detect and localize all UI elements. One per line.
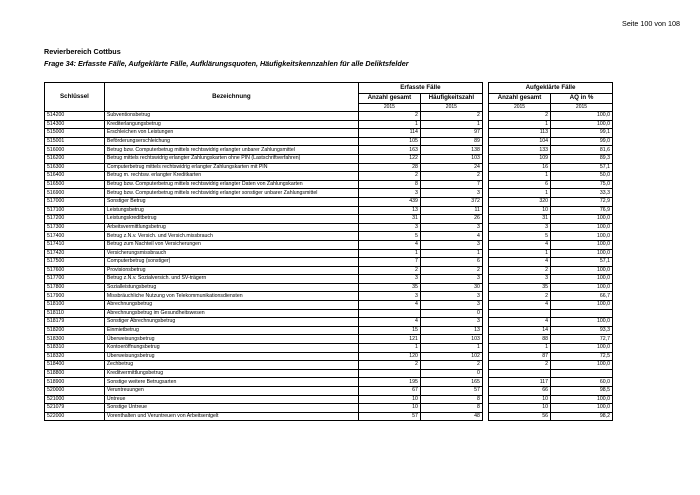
- cell-solved: 2: [489, 112, 551, 121]
- cell-rate: 100,0: [550, 120, 612, 129]
- table-row: [45, 387, 613, 396]
- table-row: [45, 326, 613, 335]
- cell-count: 2: [358, 266, 420, 275]
- cell-solved: 104: [489, 137, 551, 146]
- cell-rate: 100,0: [550, 344, 612, 353]
- cell-description: Überweisungsbetrug: [104, 335, 358, 344]
- cell-description: Kreditvermittlungsbetrug: [104, 369, 358, 378]
- cell-count: [358, 369, 420, 378]
- cell-key: 517700: [45, 275, 105, 284]
- cell-key: 517200: [45, 215, 105, 224]
- table-row: [45, 309, 613, 318]
- table-row: [45, 189, 613, 198]
- cell-count: 195: [358, 378, 420, 387]
- cell-key: 518320: [45, 352, 105, 361]
- cell-rate: 100,0: [550, 283, 612, 292]
- table-row: [45, 266, 613, 275]
- cell-count: 120: [358, 352, 420, 361]
- cell-description: Leistungskreditbetrug: [104, 215, 358, 224]
- cell-rate: 89,3: [550, 154, 612, 163]
- cell-count: 1: [358, 249, 420, 258]
- cell-rate: 57,1: [550, 163, 612, 172]
- region-heading: Revierbereich Cottbus: [44, 47, 121, 56]
- cell-key: 518800: [45, 369, 105, 378]
- cell-rate: 57,1: [550, 258, 612, 267]
- cell-frequency: 2: [420, 172, 482, 181]
- cell-count: 105: [358, 137, 420, 146]
- cell-key: 517500: [45, 258, 105, 267]
- cell-key: 518300: [45, 335, 105, 344]
- table-row: [45, 180, 613, 189]
- cell-rate: [550, 309, 612, 318]
- cell-frequency: 6: [420, 258, 482, 267]
- header-solved-cases: Aufgeklärte Fälle: [489, 83, 613, 94]
- cell-key: 518400: [45, 361, 105, 370]
- header-solved-total: Anzahl gesamt: [489, 94, 551, 104]
- cell-solved: 6: [489, 180, 551, 189]
- cell-frequency: 3: [420, 292, 482, 301]
- table-row: [45, 292, 613, 301]
- cell-rate: 100,0: [550, 223, 612, 232]
- table-row: [45, 378, 613, 387]
- cell-count: 114: [358, 129, 420, 138]
- cell-key: 514200: [45, 112, 105, 121]
- cell-solved: 4: [489, 301, 551, 310]
- cell-description: Missbräuchliche Nutzung von Telekommunikationsdiensten: [104, 292, 358, 301]
- cell-count: 7: [358, 258, 420, 267]
- cell-frequency: 3: [420, 301, 482, 310]
- cell-solved: 87: [489, 352, 551, 361]
- cell-frequency: 103: [420, 335, 482, 344]
- cell-solved: 109: [489, 154, 551, 163]
- cell-key: 517800: [45, 283, 105, 292]
- statistics-table: [44, 82, 613, 421]
- table-row: [45, 283, 613, 292]
- cell-description: Versicherungsmissbrauch: [104, 249, 358, 258]
- cell-frequency: 0: [420, 369, 482, 378]
- cell-solved: 320: [489, 197, 551, 206]
- cell-frequency: 3: [420, 223, 482, 232]
- table-row: [45, 369, 613, 378]
- cell-key: 516300: [45, 163, 105, 172]
- cell-rate: 100,0: [550, 232, 612, 241]
- table-row: [45, 112, 613, 121]
- cell-rate: 100,0: [550, 249, 612, 258]
- cell-description: Betrug z.N.v. Versich. und Versich.missbrauch: [104, 232, 358, 241]
- cell-count: 2: [358, 172, 420, 181]
- cell-description: Computerbetrug (sonstiger): [104, 258, 358, 267]
- cell-description: Betrug m. rechtsw. erlangter Kreditkarten: [104, 172, 358, 181]
- cell-description: Subventionsbetrug: [104, 112, 358, 121]
- cell-count: 67: [358, 387, 420, 396]
- cell-key: 516400: [45, 172, 105, 181]
- cell-description: Sonstiger Betrug: [104, 197, 358, 206]
- cell-rate: 72,9: [550, 197, 612, 206]
- cell-solved: 10: [489, 404, 551, 413]
- cell-solved: 4: [489, 318, 551, 327]
- cell-description: Computerbetrug mittels rechtswidrig erlangter Zahlungskarten mit PIN: [104, 163, 358, 172]
- cell-key: 517600: [45, 266, 105, 275]
- table-row: [45, 163, 613, 172]
- cell-solved: 2: [489, 266, 551, 275]
- cell-rate: 50,0: [550, 172, 612, 181]
- cell-count: 35: [358, 283, 420, 292]
- cell-count: 3: [358, 292, 420, 301]
- cell-count: 10: [358, 395, 420, 404]
- cell-rate: 75,0: [550, 180, 612, 189]
- cell-key: 521079: [45, 404, 105, 413]
- cell-count: 3: [358, 223, 420, 232]
- cell-key: 518100: [45, 301, 105, 310]
- cell-frequency: 57: [420, 387, 482, 396]
- cell-rate: 76,9: [550, 206, 612, 215]
- table-row: [45, 344, 613, 353]
- cell-rate: [550, 369, 612, 378]
- cell-count: 2: [358, 112, 420, 121]
- cell-solved: 16: [489, 163, 551, 172]
- cell-frequency: 7: [420, 180, 482, 189]
- question-heading: Frage 34: Erfasste Fälle, Aufgeklärte Fälle, Aufklärungsquoten, Häufigkeitskennzahlen für alle Deliktsfelder: [44, 59, 409, 68]
- cell-solved: 133: [489, 146, 551, 155]
- cell-description: Abrechnungsbetrug im Gesundheitswesen: [104, 309, 358, 318]
- cell-rate: 100,0: [550, 318, 612, 327]
- cell-description: Betrug bzw. Computerbetrug mittels rechtswidrig erlangter sonstiger unbarer Zahlungsmittel: [104, 189, 358, 198]
- cell-rate: 99,1: [550, 129, 612, 138]
- cell-description: Betrug mittels rechtswidrig erlangter Zahlungskarten ohne PIN (Lastschriftverfahren): [104, 154, 358, 163]
- cell-count: 439: [358, 197, 420, 206]
- cell-count: 121: [358, 335, 420, 344]
- cell-rate: 93,3: [550, 326, 612, 335]
- table-row: [45, 352, 613, 361]
- cell-solved: 10: [489, 206, 551, 215]
- cell-key: 522000: [45, 412, 105, 421]
- table-row: [45, 223, 613, 232]
- cell-frequency: 372: [420, 197, 482, 206]
- header-year: 2015: [358, 104, 420, 112]
- cell-count: 2: [358, 361, 420, 370]
- cell-description: Einmietbetrug: [104, 326, 358, 335]
- cell-key: 517420: [45, 249, 105, 258]
- cell-key: 518900: [45, 378, 105, 387]
- table-row: [45, 197, 613, 206]
- cell-frequency: 8: [420, 395, 482, 404]
- table-row: [45, 249, 613, 258]
- cell-frequency: 13: [420, 326, 482, 335]
- cell-rate: 100,0: [550, 266, 612, 275]
- table-row: [45, 154, 613, 163]
- cell-key: 517000: [45, 197, 105, 206]
- cell-key: 516900: [45, 189, 105, 198]
- table-row: [45, 275, 613, 284]
- cell-solved: 1: [489, 249, 551, 258]
- cell-key: 515001: [45, 137, 105, 146]
- cell-frequency: 97: [420, 129, 482, 138]
- cell-solved: 1: [489, 120, 551, 129]
- cell-solved: [489, 309, 551, 318]
- table-row: [45, 232, 613, 241]
- cell-rate: 100,0: [550, 240, 612, 249]
- cell-rate: 100,0: [550, 404, 612, 413]
- table-row: [45, 137, 613, 146]
- cell-description: Arbeitsvermittlungsbetrug: [104, 223, 358, 232]
- cell-description: Sonstige weitere Betrugsarten: [104, 378, 358, 387]
- header-year: 2015: [489, 104, 551, 112]
- cell-description: Abrechnungsbetrug: [104, 301, 358, 310]
- cell-solved: 56: [489, 412, 551, 421]
- cell-description: Veruntreuungen: [104, 387, 358, 396]
- cell-count: 4: [358, 318, 420, 327]
- cell-description: Zechbetrug: [104, 361, 358, 370]
- header-year: 2015: [550, 104, 612, 112]
- table-row: [45, 146, 613, 155]
- cell-frequency: 2: [420, 112, 482, 121]
- cell-frequency: 3: [420, 275, 482, 284]
- cell-description: Provisionsbetrug: [104, 266, 358, 275]
- table-row: [45, 404, 613, 413]
- cell-frequency: 3: [420, 189, 482, 198]
- cell-description: Sozialleistungsbetrug: [104, 283, 358, 292]
- cell-key: 515000: [45, 129, 105, 138]
- cell-key: 514300: [45, 120, 105, 129]
- cell-solved: 1: [489, 172, 551, 181]
- table-row: [45, 258, 613, 267]
- header-year: 2015: [420, 104, 482, 112]
- cell-frequency: 24: [420, 163, 482, 172]
- cell-description: Beförderungserschleichung: [104, 137, 358, 146]
- cell-count: 10: [358, 404, 420, 413]
- cell-count: 15: [358, 326, 420, 335]
- cell-rate: 100,0: [550, 275, 612, 284]
- cell-solved: [489, 369, 551, 378]
- cell-frequency: 11: [420, 206, 482, 215]
- cell-rate: 98,2: [550, 412, 612, 421]
- cell-key: 517300: [45, 223, 105, 232]
- cell-solved: 66: [489, 387, 551, 396]
- cell-key: 517410: [45, 240, 105, 249]
- table-row: [45, 215, 613, 224]
- table-row: [45, 240, 613, 249]
- cell-count: 31: [358, 215, 420, 224]
- table-row: [45, 129, 613, 138]
- cell-count: 13: [358, 206, 420, 215]
- cell-description: Betrug z.N.v. Sozialversich. und SV-trägern: [104, 275, 358, 284]
- cell-rate: 100,0: [550, 395, 612, 404]
- table-row: [45, 301, 613, 310]
- cell-key: 516200: [45, 154, 105, 163]
- table-row: [45, 120, 613, 129]
- cell-frequency: 8: [420, 404, 482, 413]
- cell-description: Sonstige Untreue: [104, 404, 358, 413]
- cell-frequency: 0: [420, 309, 482, 318]
- cell-key: 518310: [45, 344, 105, 353]
- cell-description: Betrug zum Nachteil von Versicherungen: [104, 240, 358, 249]
- cell-solved: 5: [489, 232, 551, 241]
- table-row: [45, 172, 613, 181]
- table-row: [45, 412, 613, 421]
- cell-description: Betrug bzw. Computerbetrug mittels rechtswidrig erlangter unbarer Zahlungsmittel: [104, 146, 358, 155]
- cell-frequency: 165: [420, 378, 482, 387]
- cell-description: Überweisungsbetrug: [104, 352, 358, 361]
- cell-frequency: 4: [420, 232, 482, 241]
- cell-rate: 33,3: [550, 189, 612, 198]
- header-key: Schlüssel: [45, 83, 105, 112]
- cell-rate: 99,0: [550, 137, 612, 146]
- cell-frequency: 30: [420, 283, 482, 292]
- cell-solved: 2: [489, 292, 551, 301]
- cell-count: 122: [358, 154, 420, 163]
- cell-rate: 98,5: [550, 387, 612, 396]
- cell-count: 28: [358, 163, 420, 172]
- cell-solved: 14: [489, 326, 551, 335]
- cell-solved: 4: [489, 240, 551, 249]
- cell-frequency: 1: [420, 344, 482, 353]
- cell-description: Betrug bzw. Computerbetrug mittels rechtswidrig erlangter Daten von Zahlungskarten: [104, 180, 358, 189]
- cell-count: 1: [358, 344, 420, 353]
- cell-key: 517100: [45, 206, 105, 215]
- cell-description: Krediterlangungsbetrug: [104, 120, 358, 129]
- header-description: Bezeichnung: [104, 83, 358, 112]
- cell-count: 5: [358, 232, 420, 241]
- cell-rate: 72,7: [550, 335, 612, 344]
- cell-frequency: 48: [420, 412, 482, 421]
- cell-count: 4: [358, 301, 420, 310]
- table-row: [45, 335, 613, 344]
- cell-rate: 66,7: [550, 292, 612, 301]
- cell-key: 518179: [45, 318, 105, 327]
- cell-rate: 81,6: [550, 146, 612, 155]
- table-row: [45, 206, 613, 215]
- cell-description: Kontoeröffnungsbetrug: [104, 344, 358, 353]
- header-count-total: Anzahl gesamt: [358, 94, 420, 104]
- cell-rate: 60,0: [550, 378, 612, 387]
- cell-count: 3: [358, 275, 420, 284]
- cell-frequency: 2: [420, 266, 482, 275]
- cell-description: Untreue: [104, 395, 358, 404]
- cell-key: 517900: [45, 292, 105, 301]
- cell-key: 516500: [45, 180, 105, 189]
- cell-count: [358, 309, 420, 318]
- cell-frequency: 103: [420, 154, 482, 163]
- cell-frequency: 2: [420, 361, 482, 370]
- cell-frequency: 138: [420, 146, 482, 155]
- cell-solved: 1: [489, 189, 551, 198]
- header-recorded-cases: Erfasste Fälle: [358, 83, 482, 94]
- cell-rate: 100,0: [550, 301, 612, 310]
- cell-key: 517400: [45, 232, 105, 241]
- cell-count: 8: [358, 180, 420, 189]
- cell-key: 518200: [45, 326, 105, 335]
- table-body: [45, 112, 613, 421]
- cell-description: Erschleichen von Leistungen: [104, 129, 358, 138]
- cell-count: 1: [358, 120, 420, 129]
- cell-frequency: 1: [420, 249, 482, 258]
- cell-key: 520000: [45, 387, 105, 396]
- cell-frequency: 89: [420, 137, 482, 146]
- cell-frequency: 26: [420, 215, 482, 224]
- table-row: [45, 395, 613, 404]
- cell-solved: 88: [489, 335, 551, 344]
- cell-description: Leistungsbetrug: [104, 206, 358, 215]
- cell-solved: 117: [489, 378, 551, 387]
- cell-solved: 2: [489, 361, 551, 370]
- cell-solved: 4: [489, 258, 551, 267]
- cell-solved: 35: [489, 283, 551, 292]
- cell-solved: 1: [489, 344, 551, 353]
- cell-count: 163: [358, 146, 420, 155]
- cell-frequency: 102: [420, 352, 482, 361]
- cell-key: 518110: [45, 309, 105, 318]
- cell-description: Vorenthalten und Veruntreuen von Arbeitsentgelt: [104, 412, 358, 421]
- page-number: Seite 100 von 108: [622, 19, 680, 28]
- cell-rate: 100,0: [550, 215, 612, 224]
- table-row: [45, 361, 613, 370]
- cell-frequency: 1: [420, 120, 482, 129]
- cell-solved: 3: [489, 275, 551, 284]
- cell-solved: 113: [489, 129, 551, 138]
- cell-frequency: 3: [420, 318, 482, 327]
- cell-count: 4: [358, 240, 420, 249]
- cell-solved: 10: [489, 395, 551, 404]
- cell-key: 521000: [45, 395, 105, 404]
- cell-count: 57: [358, 412, 420, 421]
- cell-rate: 72,5: [550, 352, 612, 361]
- cell-key: 516000: [45, 146, 105, 155]
- cell-frequency: 3: [420, 240, 482, 249]
- cell-rate: 100,0: [550, 112, 612, 121]
- header-frequency: Häufigkeitszahl: [420, 94, 482, 104]
- cell-solved: 31: [489, 215, 551, 224]
- cell-count: 3: [358, 189, 420, 198]
- header-clearance-rate: AQ in %: [550, 94, 612, 104]
- cell-description: Sonstiger Abrechnungsbetrug: [104, 318, 358, 327]
- table-row: [45, 318, 613, 327]
- cell-solved: 3: [489, 223, 551, 232]
- cell-rate: 100,0: [550, 361, 612, 370]
